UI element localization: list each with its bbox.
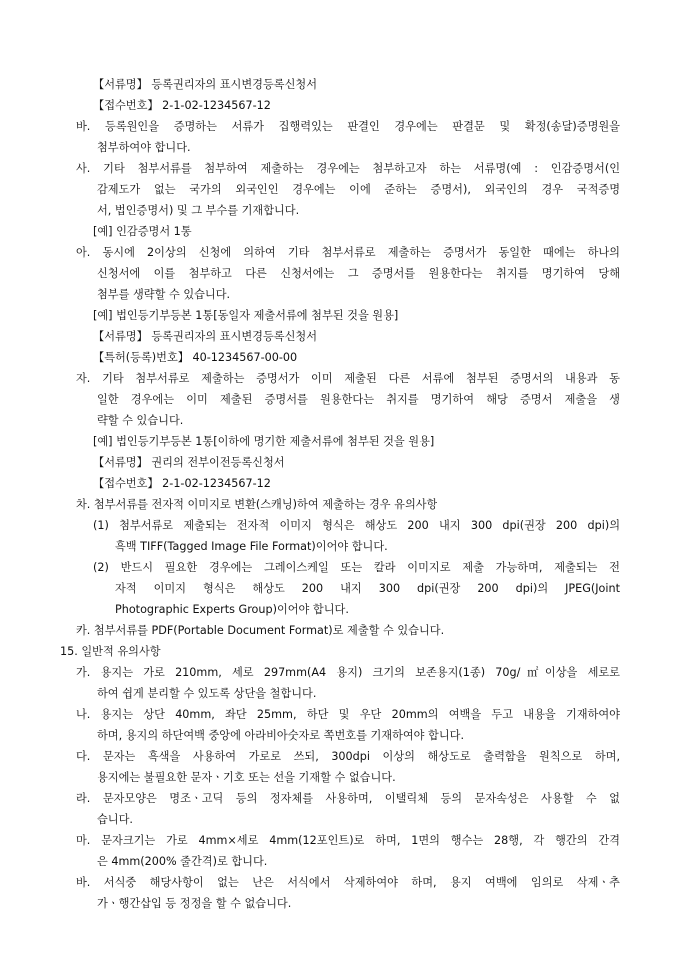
text-line: 략할 수 있습니다.	[97, 414, 184, 427]
text-line: 다. 문자는 흑색을 사용하여 가로로 쓰되, 300dpi 이상의 해상도로 출력함을 원칙으로 하며,	[76, 750, 620, 763]
text-line: [예] 법인등기부등본 1통[이하에 명기한 제출서류에 첨부된 것을 원용]	[93, 435, 435, 448]
text-line: 서, 법인증명서) 및 그 부수를 기재합니다.	[97, 204, 300, 217]
text-line: (1) 첨부서류로 제출되는 전자적 이미지 형식은 해상도 200 내지 300 dpi(권장 200 dpi)의	[93, 519, 620, 532]
text-line: 【서류명】 등록권리자의 표시변경등록신청서	[93, 330, 318, 343]
text-line: 【접수번호】 2-1-02-1234567-12	[93, 477, 271, 490]
section-heading: 15. 일반적 유의사항	[60, 645, 161, 658]
text-line: 신청서에 이를 첨부하고 다른 신청서에는 그 증명서를 원용한다는 취지를 명기하여 당해	[97, 267, 620, 280]
text-line: 자. 기타 첨부서류로 제출하는 증명서가 이미 제출된 다른 서류에 첨부된 증명서의 내용과 동	[76, 372, 620, 385]
text-line: 가ㆍ행간삽입 등 정정을 할 수 없습니다.	[97, 897, 292, 910]
text-line: 하여 쉽게 분리할 수 있도록 상단을 철합니다.	[97, 687, 317, 700]
text-line: 흑백 TIFF(Tagged Image File Format)이어야 합니다.	[115, 540, 388, 553]
text-line: 가. 용지는 가로 210mm, 세로 297mm(A4 용지) 크기의 보존용지(1종) 70g/㎡이상을 세로로	[76, 666, 620, 679]
text-line: 습니다.	[97, 813, 133, 826]
text-line: 차. 첨부서류를 전자적 이미지로 변환(스캐닝)하여 제출하는 경우 유의사항	[76, 498, 438, 511]
text-line: 【서류명】 등록권리자의 표시변경등록신청서	[93, 78, 318, 91]
text-line: 마. 문자크기는 가로 4mm×세로 4mm(12포인트)로 하며, 1면의 행수는 28행, 각 행간의 간격	[76, 834, 620, 847]
text-line: (2) 반드시 필요한 경우에는 그레이스케일 또는 칼라 이미지로 제출 가능하며, 제출되는 전	[93, 561, 620, 574]
text-line: 【접수번호】 2-1-02-1234567-12	[93, 99, 271, 112]
text-line: 아. 동시에 2이상의 신청에 의하여 기타 첨부서류로 제출하는 증명서가 동일한 때에는 하나의	[76, 246, 620, 259]
text-line: 감제도가 없는 국가의 외국인인 경우에는 이에 준하는 증명서), 외국인의 경우 국적증명	[97, 183, 620, 196]
text-line: 사. 기타 첨부서류를 첨부하여 제출하는 경우에는 첨부하고자 하는 서류명(예 : 인감증명서(인	[76, 162, 620, 175]
text-line: [예] 법인등기부등본 1통[동일자 제출서류에 첨부된 것을 원용]	[93, 309, 399, 322]
text-line: 바. 등록원인을 증명하는 서류가 집행력있는 판결인 경우에는 판결문 및 확정(송달)증명원을	[76, 120, 620, 133]
text-line: 자적 이미지 형식은 해상도 200 내지 300 dpi(권장 200 dpi)의 JPEG(Joint	[115, 582, 620, 595]
text-line: 라. 문자모양은 명조ㆍ고딕 등의 정자체를 사용하며, 이탤릭체 등의 문자속성은 사용할 수 없	[76, 792, 620, 805]
text-line: 【특허(등록)번호】 40-1234567-00-00	[93, 351, 298, 364]
text-line: 첨부를 생략할 수 있습니다.	[97, 288, 231, 301]
text-line: 일한 경우에는 이미 제출된 증명서를 원용한다는 취지를 명기하여 해당 증명서 제출을 생	[97, 393, 620, 406]
text-line: 나. 용지는 상단 40mm, 좌단 25mm, 하단 및 우단 20mm의 여백을 두고 내용을 기재하여야	[76, 708, 620, 721]
text-line: 용지에는 불필요한 문자ㆍ기호 또는 선을 기재할 수 없습니다.	[97, 771, 396, 784]
text-line: 카. 첨부서류를 PDF(Portable Document Format)로 제출할 수 있습니다.	[76, 624, 445, 637]
text-line: 첨부하여야 합니다.	[97, 141, 191, 154]
text-line: 【서류명】 권리의 전부이전등록신청서	[93, 456, 285, 469]
text-line: [예] 인감증명서 1통	[93, 225, 192, 238]
text-line: Photographic Experts Group)이어야 합니다.	[115, 603, 349, 616]
text-line: 바. 서식중 해당사항이 없는 난은 서식에서 삭제하여야 하며, 용지 여백에 임의로 삭제ㆍ추	[76, 876, 620, 889]
text-line: 은 4mm(200% 줄간격)로 합니다.	[97, 855, 268, 868]
text-line: 하며, 용지의 하단여백 중앙에 아라비아숫자로 쪽번호를 기재하여야 합니다.	[97, 729, 465, 742]
